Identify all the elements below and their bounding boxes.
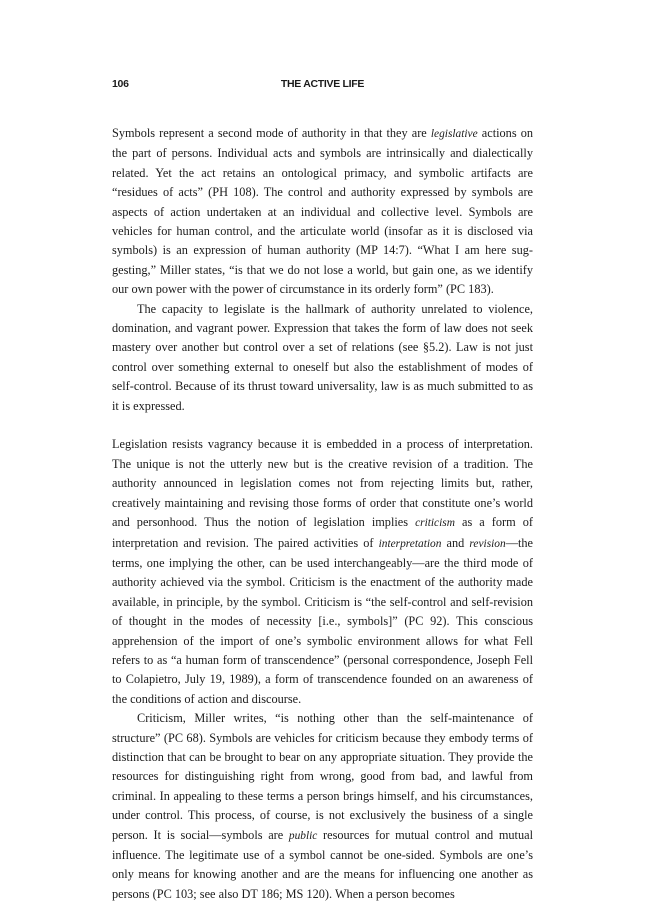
body-text <box>112 124 533 904</box>
paragraph-text: Criticism, Miller writes, “is nothing other than the self-maintenance of structure” (PC 68). Symbols are vehicles for criticism because they embody terms of distinction that can be brought to bear on any appropriate situation. They provide the resources for distinguishing right from wrong, good from bad, and lawful from criminal. In appealing to these terms a person brings himself, and his circumstances, under control. This process, of course, is not exclusively the business of a single person. It is social—symbols are <box>112 711 533 842</box>
paragraph-3 <box>112 435 533 709</box>
italic-term-criticism: criticism <box>415 517 455 530</box>
italic-term-legislative: legislative <box>430 128 478 140</box>
page-number: 106 <box>112 78 129 90</box>
running-title: THE ACTIVE LIFE <box>280 78 365 90</box>
paragraph-1 <box>112 124 533 300</box>
italic-term-revision: revision <box>469 537 506 550</box>
paragraph-text: —the terms, one implying the other, can be used interchangeably—are the third mode of authority achieved via the symbol. Criticism is the enactment of the authority made available, in principle, by the symbol. Criticism is “the self-control and self-revision of thought in the modes of necessity [i.e., symbols]” (PC 92). This conscious apprehension of the import of one’s symbolic environment allows for what Fell refers to as “a human form of transcendence” (personal correspondence, Joseph Fell to Colapietro, July 19, 1989), a form of transcendence founded on an awareness of the conditions of action and discourse. <box>112 535 534 706</box>
paragraph-text: resources for mutual control and mutual influence. The legitimate use of a symbol cannot be one-sided. Symbols are one’s only means for knowing another and are the means for influencing one another as persons (PC 103; see also DT 186; MS 120). When a person becomes <box>112 827 533 901</box>
paragraph-text: Legislation resists vagrancy because it is embedded in a process of interpretation. The unique is not the utterly new but is the creative revision of a tradition. The authority announced in legislation comes not from rejecting limits but, rather, creatively maintaining and revising those forms of order that constitute one’s world and personhood. Thus the notion of legislation implies <box>112 437 533 530</box>
italic-term-interpretation: interpretation <box>378 537 442 550</box>
section-break <box>112 416 533 435</box>
paragraph-text: and <box>441 535 470 550</box>
italic-term-public: public <box>288 829 318 842</box>
paragraph-text: as a form of interpretation and revision. The paired activities of <box>112 515 533 550</box>
paragraph-text: Symbols represent a second mode of authority in that they are <box>112 126 431 140</box>
running-head <box>112 78 533 94</box>
paragraph-2: The capacity to legislate is the hallmark of authority unrelated to violence, domination, and vagrant power. Expression that takes the form of law does not seek mastery over another but control over a set of relations (see §5.2). Law is not just control over something external to oneself but also the establishment of modes of self-control. Because of its thrust toward universality, law is as much submitted to as it is expressed. <box>112 301 533 413</box>
paragraph-4 <box>112 709 533 904</box>
paragraph-text: actions on the part of persons. Individual acts and symbols are intrinsically and dialectically related. Yet the act retains an ontological primacy, and symbolic artifacts are “residues of acts” (PH 108). The control and authority expressed by symbols are aspects of action undertaken at an individual and collective level. Symbols are vehicles for human control, and the articulate world (insofar as it is disclosed via symbols) is an expression of human authority (MP 14:7). “What I am here suggesting,” Miller states, “is that we do not lose a world, but gain one, as we identify our own power with the power of circumstance in its orderly form” (PC 183). <box>112 126 533 297</box>
